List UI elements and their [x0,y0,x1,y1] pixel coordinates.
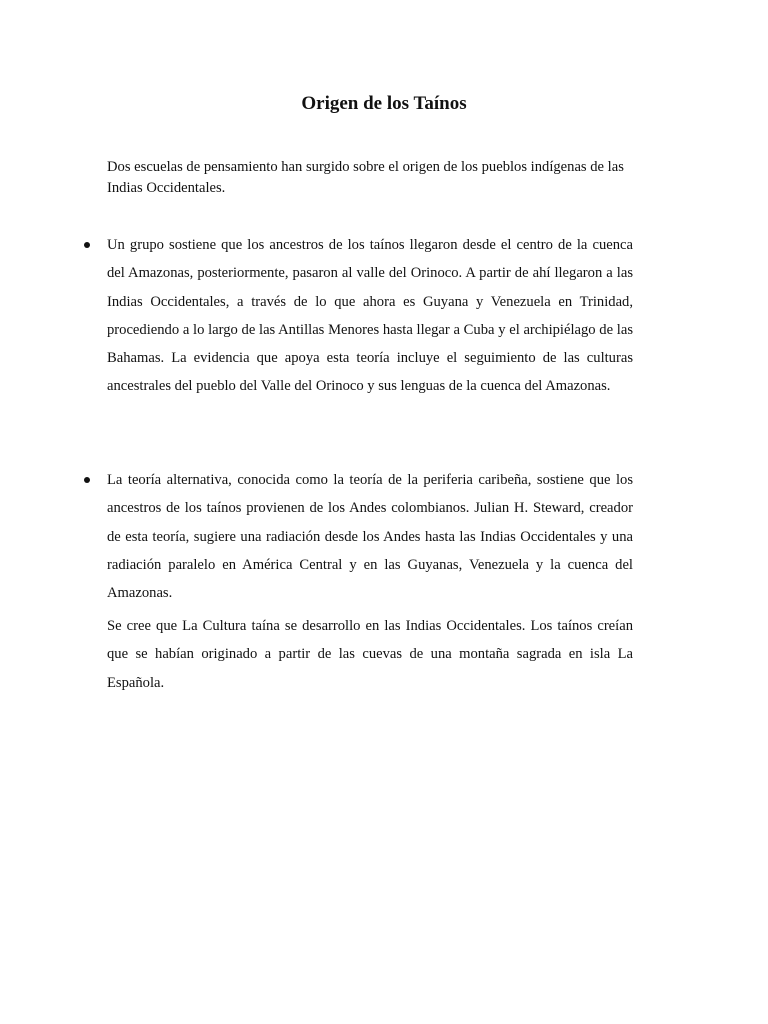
bullet-text: Un grupo sostiene que los ancestros de los taínos llegaron desde el centro de la cuenca del Amazonas, posteriormente, pasaron al valle del Orinoco. A partir de ahí llegaron a las Indias Occidentales, a través de lo que ahora es Guyana y Venezuela en Trinidad, procediendo a lo largo de las Antillas Menores hasta llegar a Cuba y el archipiélago de las Bahamas. La evidencia que apoya esta teoría incluye el seguimiento de las culturas ancestrales del pueblo del Valle del Orinoco y sus lenguas de la cuenca del Amazonas. [107,237,633,395]
intro-paragraph: Dos escuelas de pensamiento han surgido sobre el origen de los pueblos indígenas de las Indias Occidentales. [107,159,624,196]
bullet-text: La teoría alternativa, conocida como la teoría de la periferia caribeña, sostiene que los ancestros de los taínos provienen de los Andes colombianos. Julian H. Steward, creador de esta teoría, sugiere una radiación desde los Andes hasta las Indias Occidentales y una radiación paralelo en América Central y en las Guyanas, Venezuela y la cuenca del Amazonas. [107,472,633,602]
list-item [107,231,633,401]
closing-paragraph: Se cree que La Cultura taína se desarrollo en las Indias Occidentales. Los taínos creían que se habían originado a partir de las cuevas de una montaña sagrada en isla La Española. [107,618,633,691]
bullet-icon [84,477,90,483]
page-title: Origen de los Taínos [301,93,467,114]
list-item [107,466,633,607]
bullet-icon [84,242,90,248]
